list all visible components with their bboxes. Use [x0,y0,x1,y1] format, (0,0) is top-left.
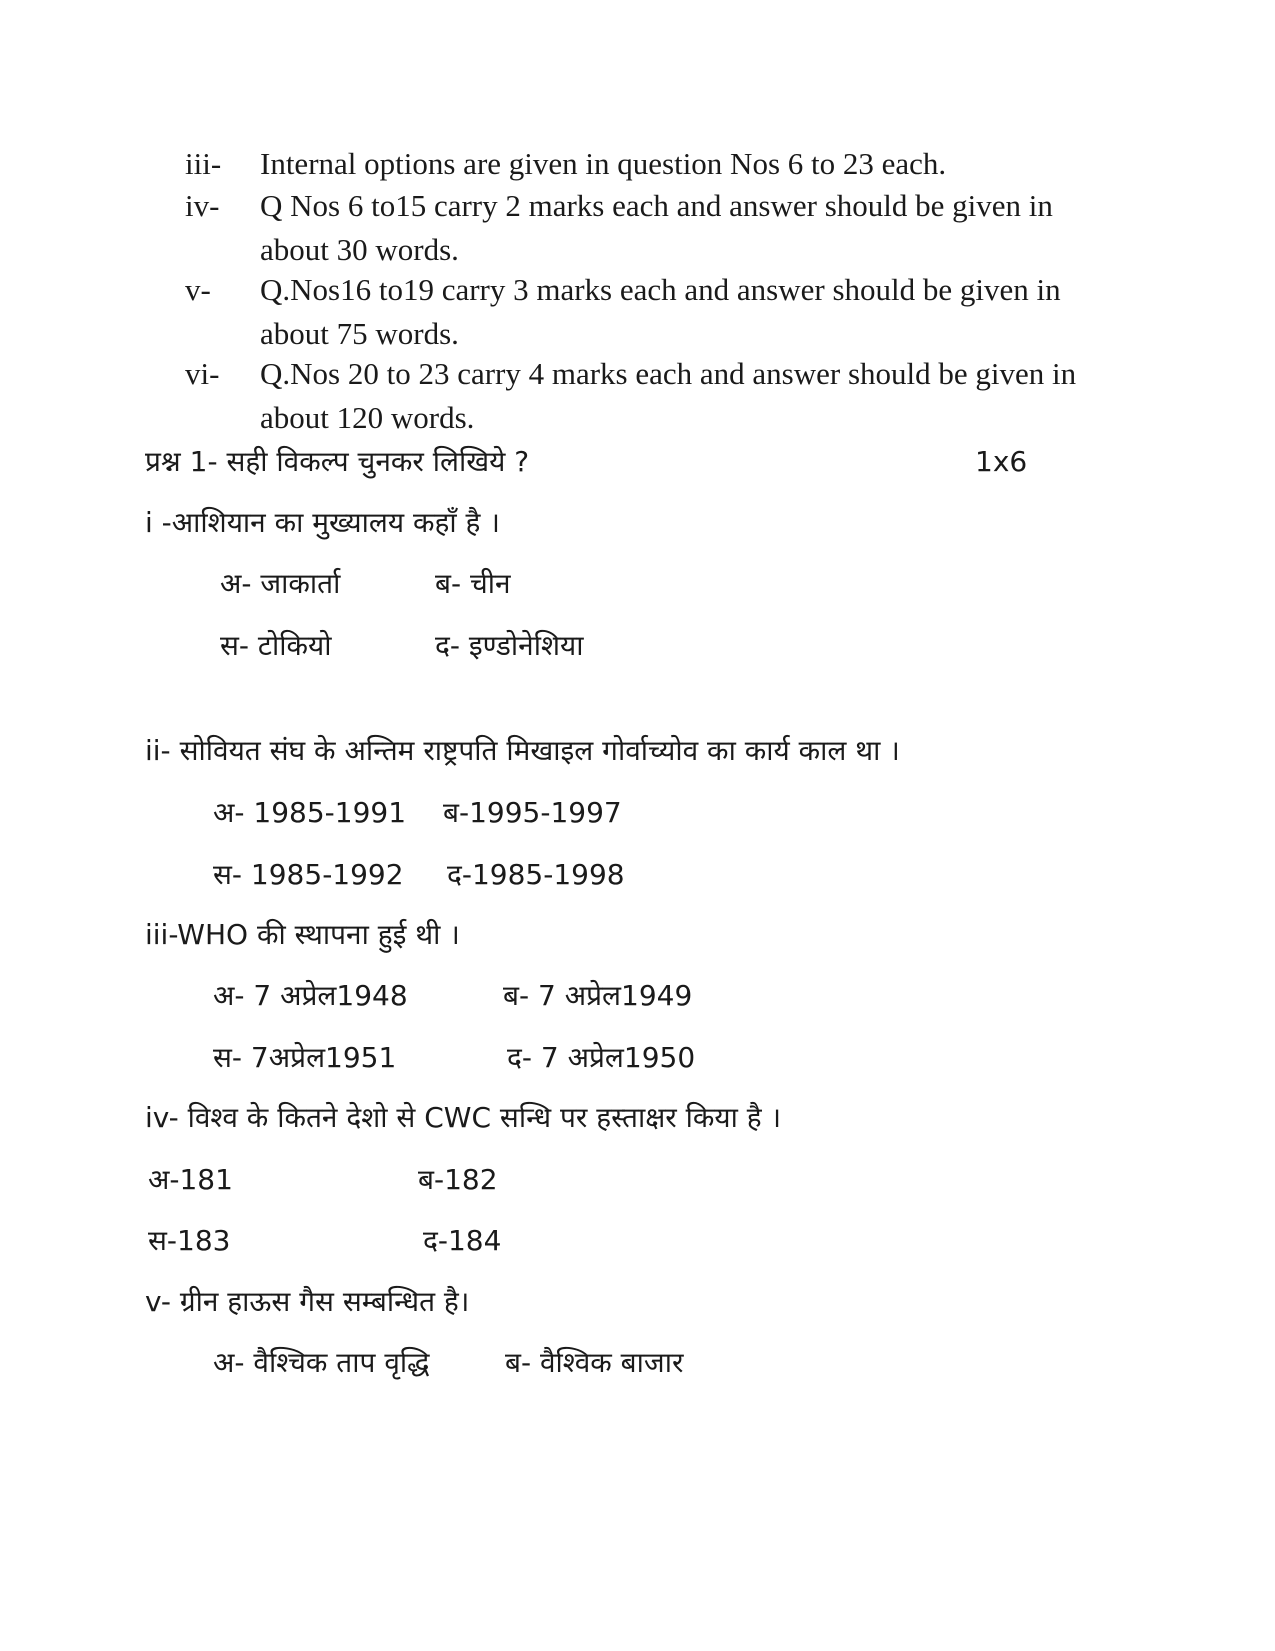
mcq-option: स- 1985-1992 [213,858,404,891]
mcq-option: द-1985-1998 [447,858,625,891]
mcq-question: iv- विश्व के कितने देशो से CWC सन्धि पर हस्ताक्षर किया है । [145,1101,782,1134]
question-heading: प्रश्न 1- सही विकल्प चुनकर लिखिये ? [145,445,530,478]
mcq-option: अ- वैश्चिक ताप वृद्धि [213,1346,430,1379]
mcq-option: ब- वैश्विक बाजार [505,1346,684,1379]
mcq-question: ii- सोवियत संघ के अन्तिम राष्ट्रपति मिखाइल गोर्वाच्योव का कार्य काल था । [145,734,900,767]
instruction-text: Internal options are given in question Nos 6 to 23 each. [260,146,947,181]
mcq-option: अ- 1985-1991 [213,796,407,829]
mcq-option: ब- 7 अप्रेल1949 [503,979,693,1012]
mcq-question: i -आशियान का मुख्यालय कहाँ है । [145,506,500,539]
mcq-option: अ-181 [148,1163,233,1196]
mcq-option: स- 7अप्रेल1951 [213,1041,397,1074]
mcq-option: अ- 7 अप्रेल1948 [213,979,408,1012]
mcq-option: अ- जाकार्ता [220,567,341,600]
mcq-option: स-183 [148,1224,231,1257]
mcq-question: iii-WHO की स्थापना हुई थी । [145,918,460,951]
instruction-text: Q.Nos 20 to 23 carry 4 marks each and answer should be given in about 120 words. [260,356,1077,435]
mcq-option: ब-182 [418,1163,498,1196]
mcq-option: द- इण्डोनेशिया [435,629,584,662]
mcq-option: द-184 [423,1224,502,1257]
instruction-number: iii- [185,146,222,181]
mcq-option: ब- चीन [435,567,511,600]
mcq-option: स- टोकियो [220,629,332,662]
mcq-question: v- ग्रीन हाऊस गैस सम्बन्धित है। [145,1285,470,1318]
instruction-number: vi- [185,356,220,391]
instruction-number: iv- [185,188,220,223]
question-marks: 1x6 [975,445,1028,478]
instruction-text: Q Nos 6 to15 carry 2 marks each and answer should be given in about 30 words. [260,188,1053,267]
instruction-text: Q.Nos16 to19 carry 3 marks each and answer should be given in about 75 words. [260,272,1061,351]
mcq-option: द- 7 अप्रेल1950 [507,1041,696,1074]
instruction-number: v- [185,272,211,307]
mcq-option: ब-1995-1997 [443,796,622,829]
